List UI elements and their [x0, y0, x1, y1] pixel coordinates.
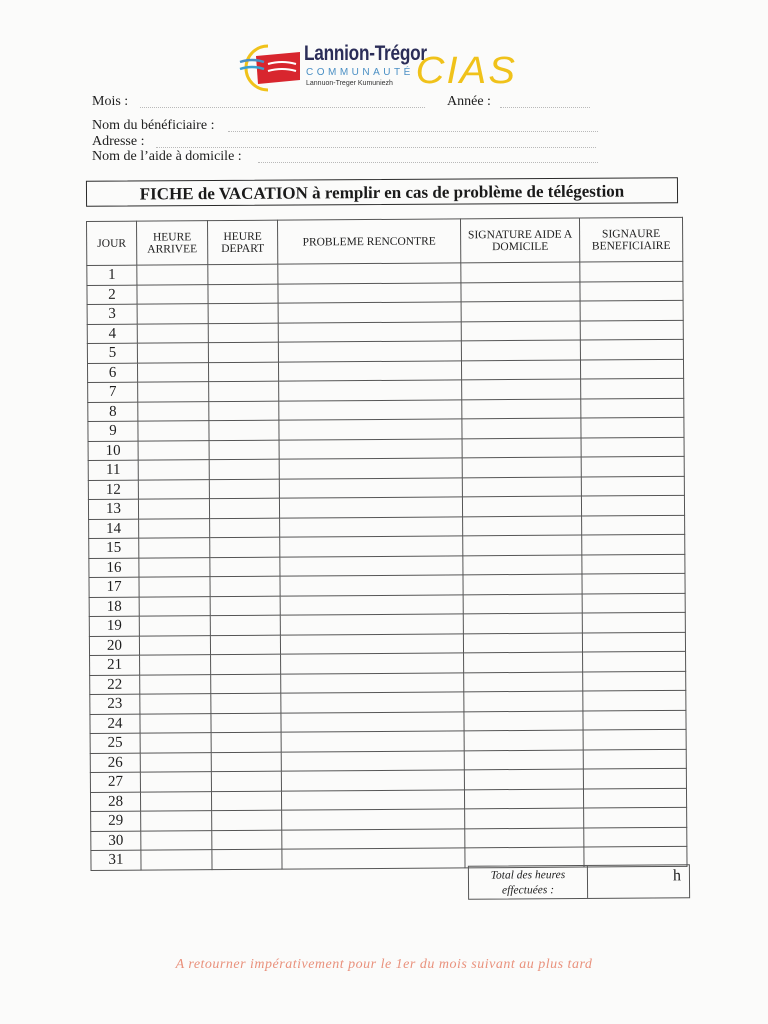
cias-logo-text: CIAS	[415, 50, 518, 92]
cell-probleme[interactable]	[279, 419, 462, 440]
cell-arrivee[interactable]	[138, 440, 209, 460]
mois-line[interactable]	[140, 106, 425, 108]
cell-signature-aide[interactable]	[465, 808, 584, 828]
col-header-jour: JOUR	[87, 221, 137, 265]
day-number: 13	[88, 499, 138, 519]
cell-arrivee[interactable]	[141, 811, 212, 831]
cell-signature-aide[interactable]	[461, 301, 580, 321]
cell-probleme[interactable]	[281, 750, 464, 771]
day-number: 28	[90, 792, 140, 812]
cell-probleme[interactable]	[278, 341, 461, 362]
cell-probleme[interactable]	[281, 653, 464, 674]
cell-probleme[interactable]	[278, 263, 461, 284]
day-number: 24	[90, 714, 140, 734]
cell-depart[interactable]	[208, 362, 278, 382]
cell-probleme[interactable]	[279, 497, 462, 518]
cell-depart[interactable]	[209, 479, 279, 499]
cell-probleme[interactable]	[279, 438, 462, 459]
total-divider	[587, 866, 588, 898]
cell-depart[interactable]	[209, 381, 279, 401]
cell-signature-beneficiaire[interactable]	[581, 378, 684, 398]
cell-arrivee[interactable]	[139, 518, 210, 538]
beneficiaire-line[interactable]	[228, 130, 598, 132]
cell-depart[interactable]	[211, 791, 281, 811]
cell-probleme[interactable]	[279, 399, 462, 420]
cell-depart[interactable]	[211, 771, 281, 791]
cell-signature-aide[interactable]	[464, 789, 583, 809]
org-name: Lannion-Trégor	[304, 42, 427, 65]
cell-arrivee[interactable]	[137, 343, 208, 363]
cell-signature-beneficiaire[interactable]	[581, 495, 684, 515]
cell-depart[interactable]	[210, 615, 280, 635]
total-hours-box	[468, 864, 690, 900]
cell-probleme[interactable]	[281, 672, 464, 693]
cell-signature-aide[interactable]	[463, 555, 582, 575]
cell-signature-aide[interactable]	[464, 672, 583, 692]
cell-arrivee[interactable]	[138, 479, 209, 499]
day-number: 30	[91, 831, 141, 851]
cell-depart[interactable]	[212, 849, 282, 869]
cell-arrivee[interactable]	[137, 265, 208, 285]
cell-depart[interactable]	[208, 323, 278, 343]
cell-probleme[interactable]	[278, 282, 461, 303]
cell-arrivee[interactable]	[137, 323, 208, 343]
cell-depart[interactable]	[210, 635, 280, 655]
cell-probleme[interactable]	[281, 711, 464, 732]
col-header-signature-aide: SIGNATURE AIDE A DOMICILE	[460, 218, 579, 263]
cell-probleme[interactable]	[282, 848, 465, 869]
cell-probleme[interactable]	[279, 380, 462, 401]
cell-arrivee[interactable]	[140, 694, 211, 714]
cell-arrivee[interactable]	[137, 304, 208, 324]
cell-signature-beneficiaire[interactable]	[582, 554, 685, 574]
day-number: 17	[89, 577, 139, 597]
cell-signature-aide[interactable]	[461, 360, 580, 380]
cell-arrivee[interactable]	[139, 577, 210, 597]
cell-signature-beneficiaire[interactable]	[583, 690, 686, 710]
cell-signature-beneficiaire[interactable]	[582, 534, 685, 554]
aide-label: Nom de l’aide à domicile :	[92, 149, 242, 164]
cell-signature-aide[interactable]	[462, 379, 581, 399]
cell-signature-aide[interactable]	[461, 321, 580, 341]
cell-probleme[interactable]	[280, 575, 463, 596]
cell-signature-aide[interactable]	[462, 496, 581, 516]
col-header-signature-beneficiaire: SIGNAURE BENEFICIAIRE	[579, 217, 682, 262]
col-header-probleme: PROBLEME RENCONTRE	[277, 219, 460, 264]
org-subtitle: COMMUNAUTÉ	[306, 67, 414, 78]
cell-signature-aide[interactable]	[461, 340, 580, 360]
cell-depart[interactable]	[211, 732, 281, 752]
annee-line[interactable]	[500, 106, 590, 108]
cell-arrivee[interactable]	[141, 850, 212, 870]
day-number: 20	[89, 636, 139, 656]
cell-signature-aide[interactable]	[462, 457, 581, 477]
cell-signature-beneficiaire[interactable]	[583, 788, 686, 808]
form-title: FICHE de VACATION à remplir en cas de problème de télégestion	[139, 181, 625, 204]
cell-probleme[interactable]	[278, 321, 461, 342]
day-number: 22	[90, 675, 140, 695]
cell-depart[interactable]	[209, 440, 279, 460]
cell-signature-aide[interactable]	[464, 730, 583, 750]
table-body	[87, 261, 687, 870]
cell-depart[interactable]	[210, 576, 280, 596]
cell-probleme[interactable]	[281, 789, 464, 810]
day-number: 1	[87, 265, 137, 285]
cell-probleme[interactable]	[280, 633, 463, 654]
day-number: 12	[88, 480, 138, 500]
cell-arrivee[interactable]	[139, 616, 210, 636]
cell-depart[interactable]	[210, 596, 280, 616]
lannion-tregor-emblem-icon	[238, 42, 304, 92]
cell-depart[interactable]	[208, 264, 278, 284]
cell-signature-beneficiaire[interactable]	[580, 339, 683, 359]
cell-depart[interactable]	[209, 401, 279, 421]
day-number: 4	[87, 324, 137, 344]
cell-signature-aide[interactable]	[463, 613, 582, 633]
cell-signature-aide[interactable]	[463, 535, 582, 555]
day-number: 10	[88, 441, 138, 461]
cell-signature-beneficiaire[interactable]	[582, 515, 685, 535]
cell-probleme[interactable]	[279, 458, 462, 479]
cell-signature-beneficiaire[interactable]	[582, 573, 685, 593]
cell-probleme[interactable]	[280, 516, 463, 537]
col-header-heure-depart: HEURE DEPART	[208, 220, 278, 264]
cell-arrivee[interactable]	[140, 791, 211, 811]
cell-signature-beneficiaire[interactable]	[582, 612, 685, 632]
return-instruction: A retourner impérativement pour le 1er du mois suivant au plus tard	[175, 957, 593, 972]
cell-depart[interactable]	[208, 284, 278, 304]
cell-probleme[interactable]	[278, 360, 461, 381]
cell-arrivee[interactable]	[137, 284, 208, 304]
beneficiaire-label: Nom du bénéficiaire :	[92, 118, 215, 133]
cell-arrivee[interactable]	[138, 421, 209, 441]
adresse-line[interactable]	[156, 146, 596, 148]
cell-depart[interactable]	[212, 810, 282, 830]
cell-arrivee[interactable]	[140, 772, 211, 792]
cell-signature-aide[interactable]	[461, 282, 580, 302]
cell-arrivee[interactable]	[138, 401, 209, 421]
cell-signature-beneficiaire[interactable]	[584, 827, 687, 847]
day-number: 14	[89, 519, 139, 539]
cell-signature-aide[interactable]	[462, 418, 581, 438]
cell-depart[interactable]	[211, 674, 281, 694]
cell-signature-aide[interactable]	[465, 828, 584, 848]
cell-arrivee[interactable]	[140, 655, 211, 675]
cell-signature-beneficiaire[interactable]	[583, 651, 686, 671]
cell-depart[interactable]	[211, 713, 281, 733]
form-title-box	[86, 177, 678, 207]
day-number: 7	[88, 382, 138, 402]
cell-signature-beneficiaire[interactable]	[582, 632, 685, 652]
cell-probleme[interactable]	[280, 536, 463, 557]
day-number: 31	[91, 850, 141, 870]
cell-probleme[interactable]	[281, 770, 464, 791]
cell-signature-beneficiaire[interactable]	[582, 593, 685, 613]
cell-signature-aide[interactable]	[463, 594, 582, 614]
cell-signature-aide[interactable]	[464, 750, 583, 770]
cell-depart[interactable]	[211, 752, 281, 772]
cell-arrivee[interactable]	[138, 499, 209, 519]
day-number: 15	[89, 538, 139, 558]
cell-depart[interactable]	[208, 303, 278, 323]
annee-label: Année :	[447, 94, 491, 109]
cell-depart[interactable]	[211, 654, 281, 674]
day-number: 16	[89, 558, 139, 578]
cell-probleme[interactable]	[278, 302, 461, 323]
cell-signature-beneficiaire[interactable]	[583, 749, 686, 769]
cell-signature-beneficiaire[interactable]	[580, 281, 683, 301]
cell-depart[interactable]	[209, 498, 279, 518]
cell-signature-aide[interactable]	[463, 633, 582, 653]
day-number: 2	[87, 285, 137, 305]
cell-signature-aide[interactable]	[464, 769, 583, 789]
day-number: 26	[90, 753, 140, 773]
total-hours-label: Total des heures effectuées :	[490, 869, 566, 897]
cell-depart[interactable]	[209, 459, 279, 479]
cell-probleme[interactable]	[281, 731, 464, 752]
cell-signature-beneficiaire[interactable]	[580, 300, 683, 320]
day-number: 6	[87, 363, 137, 383]
cell-signature-aide[interactable]	[462, 399, 581, 419]
total-hours-unit: h	[672, 867, 682, 885]
day-number: 23	[90, 694, 140, 714]
cell-arrivee[interactable]	[138, 460, 209, 480]
table-header-row	[87, 217, 683, 265]
cell-signature-beneficiaire[interactable]	[580, 359, 683, 379]
cell-depart[interactable]	[212, 830, 282, 850]
cell-arrivee[interactable]	[141, 830, 212, 850]
cell-probleme[interactable]	[280, 594, 463, 615]
cell-signature-aide[interactable]	[462, 477, 581, 497]
day-number: 11	[88, 460, 138, 480]
day-number: 9	[88, 421, 138, 441]
cell-signature-aide[interactable]	[462, 438, 581, 458]
cell-arrivee[interactable]	[139, 635, 210, 655]
cell-depart[interactable]	[209, 420, 279, 440]
day-number: 8	[88, 402, 138, 422]
cell-arrivee[interactable]	[138, 382, 209, 402]
cell-arrivee[interactable]	[140, 713, 211, 733]
cell-probleme[interactable]	[281, 692, 464, 713]
cell-signature-aide[interactable]	[463, 574, 582, 594]
cell-signature-aide[interactable]	[463, 516, 582, 536]
cell-probleme[interactable]	[280, 555, 463, 576]
cell-signature-beneficiaire[interactable]	[581, 456, 684, 476]
col-header-heure-arrivee: HEURE ARRIVEE	[137, 221, 208, 265]
day-number: 29	[91, 811, 141, 831]
day-number: 3	[87, 304, 137, 324]
cell-signature-beneficiaire[interactable]	[581, 437, 684, 457]
day-number: 5	[87, 343, 137, 363]
cell-signature-aide[interactable]	[464, 652, 583, 672]
day-number: 18	[89, 597, 139, 617]
cell-signature-beneficiaire[interactable]	[581, 417, 684, 437]
cell-signature-beneficiaire[interactable]	[581, 476, 684, 496]
cell-arrivee[interactable]	[140, 674, 211, 694]
cell-depart[interactable]	[210, 557, 280, 577]
day-number: 27	[90, 772, 140, 792]
cell-signature-beneficiaire[interactable]	[581, 398, 684, 418]
cell-probleme[interactable]	[279, 477, 462, 498]
cell-signature-beneficiaire[interactable]	[580, 261, 683, 281]
aide-line[interactable]	[258, 161, 598, 163]
cell-depart[interactable]	[208, 342, 278, 362]
cell-probleme[interactable]	[280, 614, 463, 635]
cell-arrivee[interactable]	[140, 752, 211, 772]
cell-probleme[interactable]	[282, 828, 465, 849]
adresse-label: Adresse :	[92, 134, 145, 149]
cell-signature-beneficiaire[interactable]	[583, 710, 686, 730]
cell-arrivee[interactable]	[140, 733, 211, 753]
mois-label: Mois :	[92, 94, 129, 109]
cell-depart[interactable]	[211, 693, 281, 713]
cell-probleme[interactable]	[282, 809, 465, 830]
cell-signature-aide[interactable]	[461, 262, 580, 282]
cell-signature-beneficiaire[interactable]	[583, 671, 686, 691]
cell-signature-aide[interactable]	[464, 691, 583, 711]
day-number: 21	[90, 655, 140, 675]
org-breton-name: Lannuon-Treger Kumuniezh	[306, 80, 393, 87]
cell-arrivee[interactable]	[139, 538, 210, 558]
cell-depart[interactable]	[210, 518, 280, 538]
day-number: 25	[90, 733, 140, 753]
cell-signature-beneficiaire[interactable]	[584, 807, 687, 827]
cell-signature-beneficiaire[interactable]	[580, 320, 683, 340]
cell-arrivee[interactable]	[139, 557, 210, 577]
cell-arrivee[interactable]	[137, 362, 208, 382]
cell-arrivee[interactable]	[139, 596, 210, 616]
day-number: 19	[89, 616, 139, 636]
cell-signature-beneficiaire[interactable]	[583, 768, 686, 788]
cell-depart[interactable]	[210, 537, 280, 557]
cell-signature-beneficiaire[interactable]	[583, 729, 686, 749]
vacation-table	[86, 217, 687, 871]
cell-signature-aide[interactable]	[464, 711, 583, 731]
